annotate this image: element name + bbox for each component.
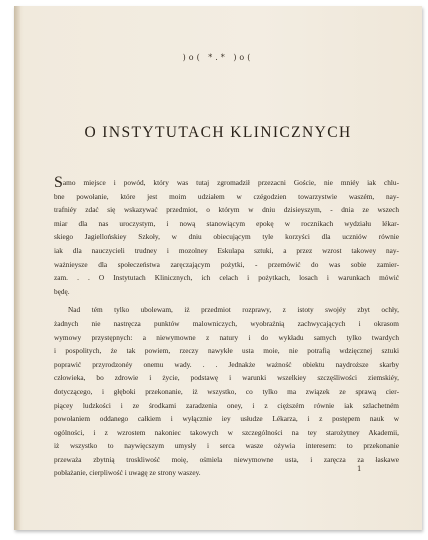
text-line: pobłażanie, cierpliwość i uwagę ze strony waszey.	[54, 468, 201, 478]
text-line: przeważa zbytnią troskliwość moię, ośmiela niewymowne usta, i zaręcza za łaskawe	[54, 454, 399, 464]
text-line: Nad tém tylko ubolewam, iż przedmiot rozprawy, z istoty swojéy zbyt ochły,	[68, 305, 399, 315]
text-line: bne powołanie, które jest moim udziałem w czégodzien towarzystwie waszém, nay-	[54, 191, 399, 201]
text-line: powołaniem oddanego całkiem i wyłącznie iey usłudze Lékarza, i z postępem nauk w	[54, 414, 399, 424]
text-line: miar dla nas uroczystym, i nową stanowiącym epokę w rocznikach wydziału lékar-	[54, 218, 399, 228]
text-line: i pospolitych, że tak powiem, rzeczy nawykłe usta moie, nie potrafią wdzięcznej sztuki	[54, 346, 399, 356]
text-line: iak dla nauczycieli trudney i mozolney Eskulapa sztuki, a przez wzrost takowey nay-	[54, 245, 399, 255]
text-line: dotyczącego, i głęboki przekonanie, iż wszystko, co tylko ma związek ze sprawą cier-	[54, 386, 399, 396]
page-gutter	[14, 6, 20, 530]
text-line-content: amo miejsce i powód, który was tutaj zgromadził przezacni Goście, nie mniéy iak chlu-	[62, 178, 399, 187]
signature-mark: 1	[357, 465, 362, 473]
paragraph-1	[54, 176, 399, 298]
body-text	[54, 176, 399, 480]
text-line: żadnych nie nastręcza punktów malowniczych, wyobraźnią zachwycających i okrasom	[54, 318, 399, 328]
text-line: będę.	[54, 286, 70, 296]
drop-cap: S	[54, 176, 63, 190]
text-line: poprawić przyrodzonéy onemu wady. . . Jednakże ważność obiektu naydroższe skarby	[54, 359, 399, 369]
text-line: zam. . . O Instytutach Klinicznych, ich celach i pożytkach, losach i warunkach mówić	[54, 273, 399, 283]
text-line: ogólności, i z wzrostem nakoniec takowych w szczególności na tey starożytney Akademii,	[54, 427, 399, 437]
text-line: ważnieysze dla społeczeństwa zaręczającym pożytki, - przemówić do was sobie zamier-	[54, 259, 399, 269]
text-line: trafniéy zdać się wskazywać przedmiot, o którym w dniu dzisieyszym, - dnia ze wszech	[54, 205, 399, 215]
text-line: iż wszystko to naywięcszym umysły i serca wasze ożywia interesem: to przekonanie	[54, 441, 399, 451]
text-line: piącey ludzkości i ze środkami zaradzenia oney, i z cięższém równie iak szlachetném	[54, 400, 399, 410]
header-ornament: )o( *.* )o(	[182, 53, 254, 62]
text-line: człowieka, bo zdrowie i życie, podstawę i warunki wszelkiey szczęśliwości ziemskiéy,	[54, 373, 399, 383]
book-page	[14, 6, 422, 530]
paragraph-2	[54, 303, 399, 480]
text-line: wymowy przystępnych: a niewymowne z natury i do wykładu samych tylko twardych	[54, 332, 399, 342]
document-title: O INSTYTUTACH KLINICZNYCH	[84, 124, 352, 141]
text-line: skiego Jagiellońskiey Szkoły, w dniu obiecującym tyle korzyści dla uczniów równie	[54, 232, 399, 242]
text-line	[54, 176, 399, 190]
